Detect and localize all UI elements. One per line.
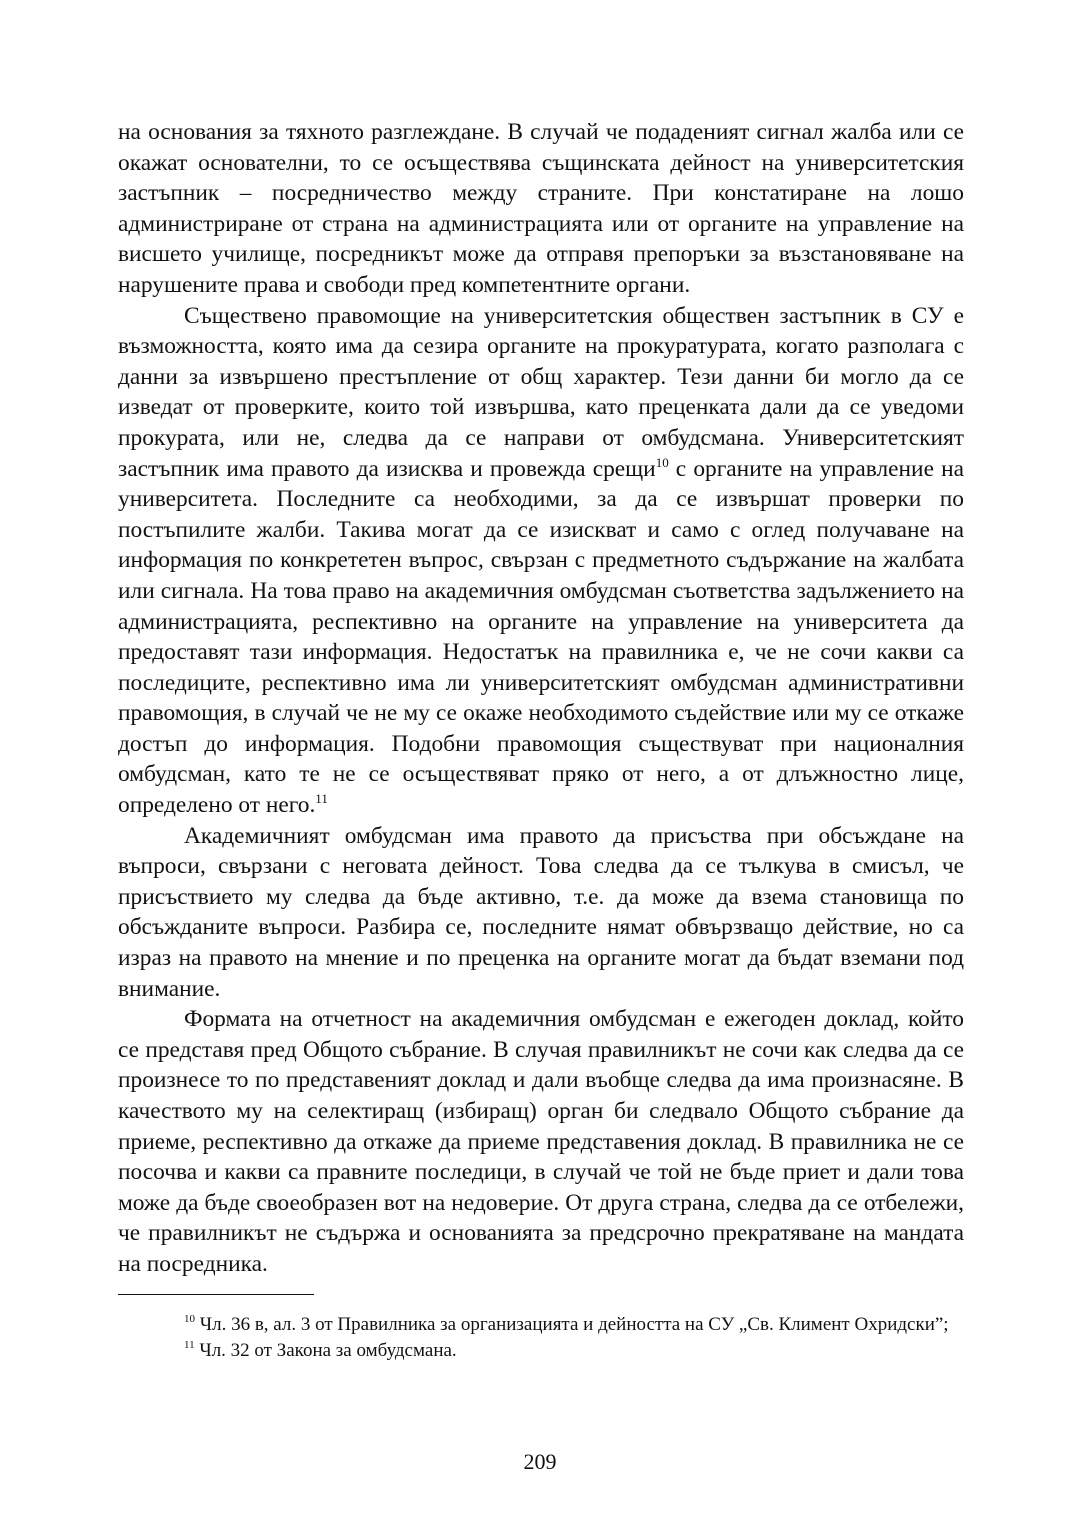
footnote-ref-11: 11 bbox=[315, 791, 328, 807]
page-body bbox=[118, 117, 964, 1280]
paragraph-4: Формата на отчетност на академичния омбудсман е ежегоден доклад, който се представя пред Общото събрание. В случая правилникът не сочи как следва да се произнесе то по представеният доклад и дали въобще следва да има произнасяне. В качеството му на селектиращ (избиращ) орган би следвало Общото събрание да приеме, респективно да откаже да приеме представения доклад. В правилника не се посочва и какви са правните последици, в случай че той не бъде приет и дали това може да бъде своеобразен вот на недоверие. От друга страна, следва да се отбележи, че правилникът не съдържа и основанията за предсрочно прекратяване на мандата на посредника. bbox=[118, 1006, 964, 1277]
paragraph-2-text-a: Съществено правомощие на университетския обществен застъпник в СУ е възможността, която има да сезира органите на прокуратурата, когато разполага с данни за извършено престъпление от общ характер. Тези данни би могло да се изведат от проверките, които той извършва, като преценката дали да се уведоми прокурата, или не, следва да се направи от омбудсмана. Университетският застъпник има правото да изисква и провежда срещи bbox=[118, 302, 964, 482]
paragraph-2 bbox=[118, 301, 964, 821]
paragraph-1: на основания за тяхното разглеждане. В случай че подаденият сигнал жалба или се окажат основателни, то се осъществява същинската дейност на университетския застъпник – посредничество между страните. При констатиране на лошо администриране от страна на администрацията или от органите на управление на висшето училище, посредникът може да отправя препоръки за възстановяване на нарушените права и свободи пред компетентните органи. bbox=[118, 119, 964, 298]
footnote-number: 11 bbox=[184, 1339, 195, 1351]
footnote-ref-10: 10 bbox=[655, 454, 669, 470]
paragraph-3: Академичният омбудсман има правото да присъства при обсъждане на въпроси, свързани с неговата дейност. Това следва да се тълкува в смисъл, че присъствието му следва да бъде активно, т.е. да може да взема становища по обсъжданите въпроси. Разбира се, последните нямат обвързващо действие, но са израз на правото на мнение и по преценка на органите могат да бъдат вземани под внимание. bbox=[118, 822, 964, 1002]
footnote-text: Чл. 32 от Закона за омбудсмана. bbox=[194, 1340, 457, 1361]
footnote-10 bbox=[118, 1312, 964, 1338]
footnote-number: 10 bbox=[184, 1313, 195, 1325]
footnote-separator bbox=[118, 1294, 314, 1295]
page-number: 209 bbox=[523, 1449, 557, 1474]
footnotes bbox=[118, 1312, 964, 1364]
paragraph-2-text-b: с органите на управление на университета. Последните са необходими, за да се извършат проверки по постъпилите жалби. Такива могат да се изискват и само с оглед получаване на информация по конкрететен въпрос, свързан с предметното съдържание на жалбата или сигнала. На това право на академичния омбудсман съответства задължението на администрацията, респективно на органите на управление на университета да предоставят тази информация. Недостатък на правилника е, че не сочи какви са последиците, респективно има ли университетският омбудсман административни правомощия, в случай че не му се окаже необходимото съдействие или му се откаже достъп до информация. Подобни правомощия съществуват при националния омбудсман, като те не се осъществяват пряко от него, а от длъжностно лице, определено от него. bbox=[118, 455, 964, 819]
footnote-11 bbox=[118, 1338, 964, 1364]
footnote-text: Чл. 36 в, ал. 3 от Правилника за организацията и дейността на СУ „Св. Климент Охридски”; bbox=[195, 1314, 949, 1335]
